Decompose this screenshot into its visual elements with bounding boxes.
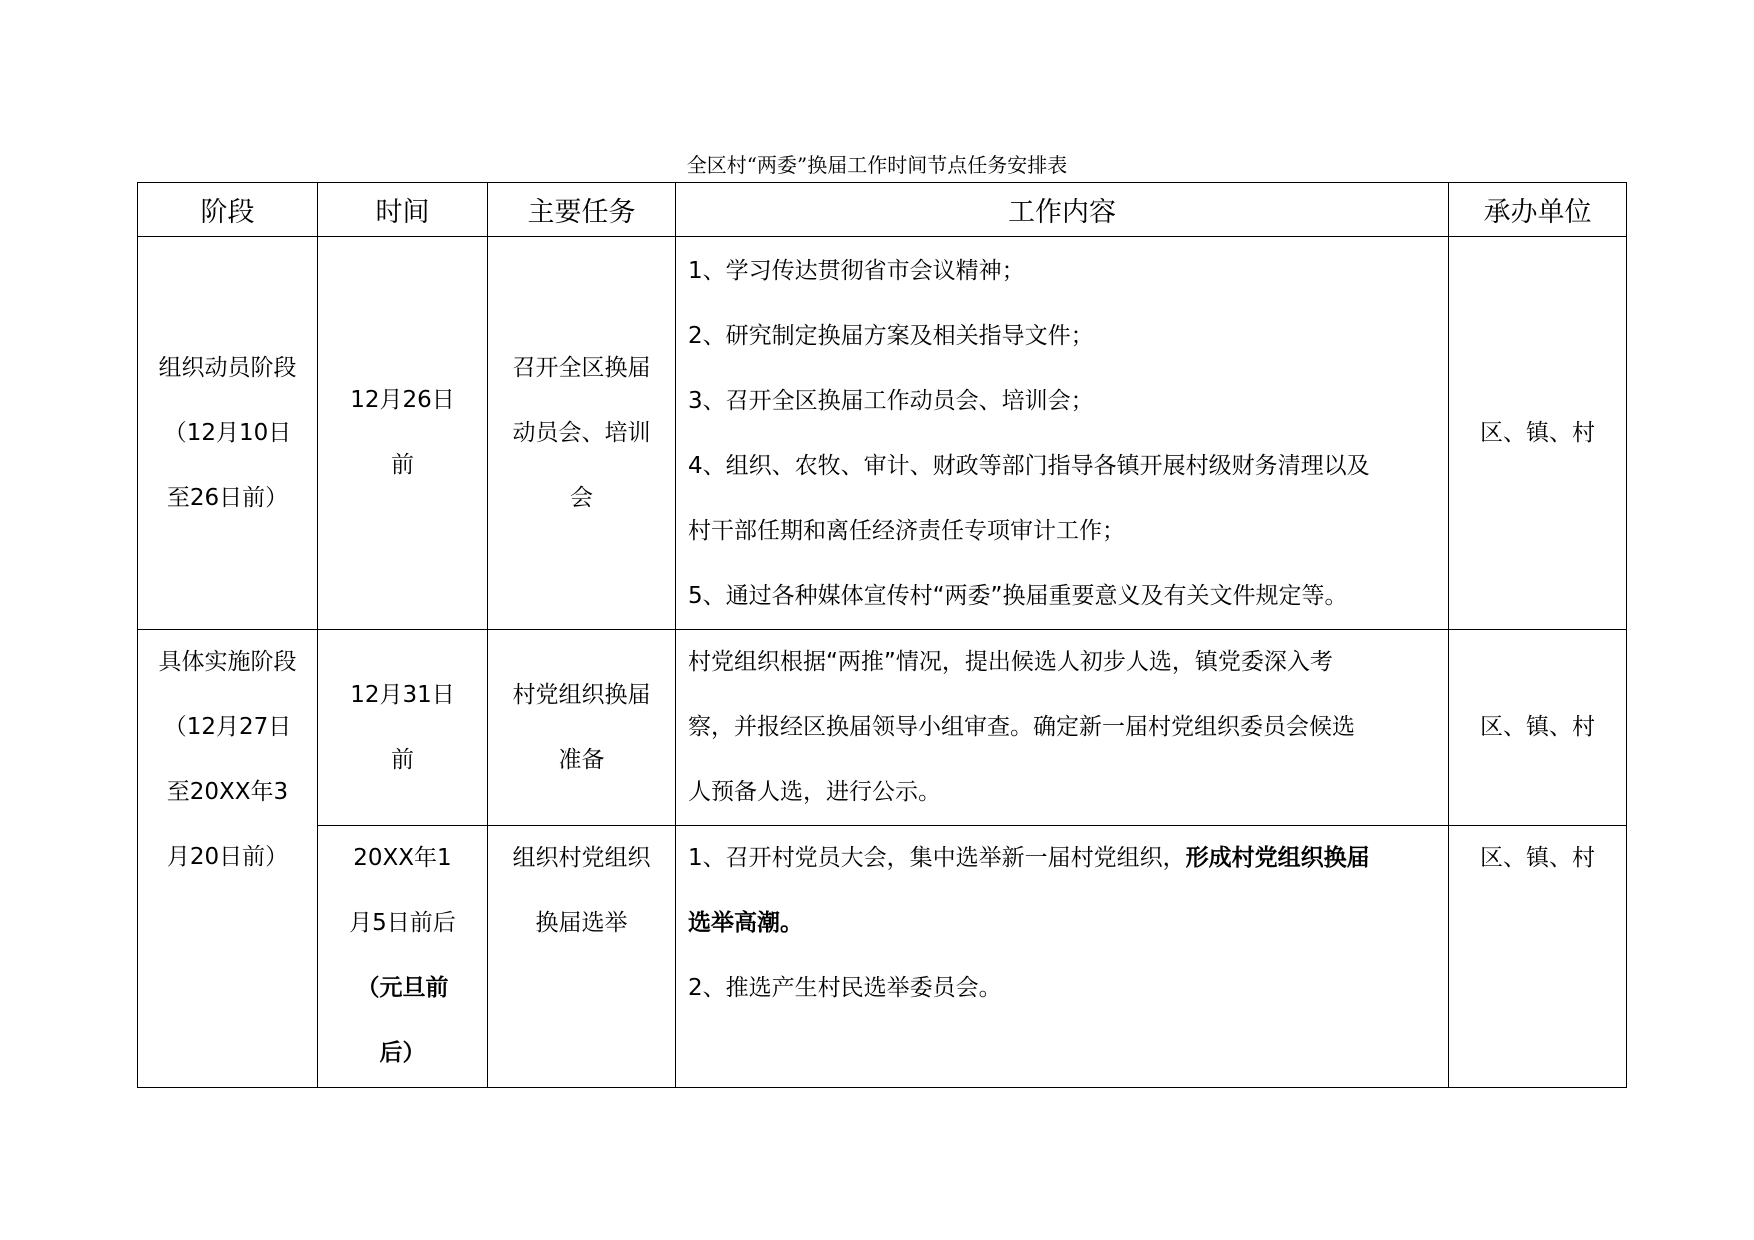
table-row — [138, 630, 1627, 826]
time-line: 12月31日 — [350, 681, 455, 708]
content-line: 3、召开全区换届工作动员会、培训会； — [688, 388, 1094, 414]
content-line: 村干部任期和离任经济责任专项审计工作； — [688, 518, 1125, 544]
stage-line: 至20XX年3 — [166, 779, 289, 805]
content-line: 察，并报经区换届领导小组审查。确定新一届村党组织委员会候选 — [688, 714, 1355, 740]
task-cell — [488, 826, 676, 1088]
content-line — [688, 826, 1440, 891]
stage-cell-mobilization — [138, 237, 318, 630]
content-line: 1、学习传达贯彻省市会议精神； — [688, 258, 1025, 284]
time-line-bold: （元旦前 — [356, 975, 449, 1001]
task-line: 准备 — [558, 746, 605, 773]
stage-line: 月20日前） — [166, 844, 289, 870]
task-line: 动员会、培训 — [512, 419, 651, 446]
task-line: 组织村党组织 — [512, 845, 651, 871]
header-content: 工作内容 — [676, 183, 1449, 237]
schedule-table — [137, 182, 1627, 1088]
content-line: 人预备人选，进行公示。 — [688, 779, 941, 805]
stage-line: 具体实施阶段 — [158, 649, 297, 675]
header-task: 主要任务 — [488, 183, 676, 237]
time-cell — [318, 237, 488, 630]
table-row — [138, 826, 1627, 1088]
content-cell — [676, 826, 1449, 1088]
unit-cell: 区、镇、村 — [1449, 630, 1627, 826]
content-line: 2、推选产生村民选举委员会。 — [688, 975, 1002, 1001]
task-cell — [488, 630, 676, 826]
time-line: 月5日前后 — [349, 910, 456, 936]
task-line: 会 — [570, 484, 593, 511]
time-line: 12月26日 — [350, 387, 455, 413]
header-stage: 阶段 — [138, 183, 318, 237]
stage-line: 组织动员阶段 — [158, 354, 297, 381]
unit-cell: 区、镇、村 — [1449, 826, 1627, 1088]
header-time: 时间 — [318, 183, 488, 237]
page-title: 全区村“两委”换届工作时间节点任务安排表 — [686, 153, 1068, 177]
stage-line: （12月27日 — [163, 714, 292, 740]
stage-cell-implementation — [138, 630, 318, 1088]
content-text: 1、召开村党员大会，集中选举新一届村党组织， — [688, 845, 1186, 871]
time-line-bold: 后） — [379, 1040, 426, 1066]
header-row — [138, 183, 1627, 237]
unit-cell: 区、镇、村 — [1449, 237, 1627, 630]
time-cell — [318, 630, 488, 826]
stage-line: 至26日前） — [166, 484, 289, 511]
task-line: 村党组织换届 — [512, 681, 651, 708]
content-line: 2、研究制定换届方案及相关指导文件； — [688, 323, 1094, 349]
content-line: 村党组织根据“两推”情况，提出候选人初步人选，镇党委深入考 — [688, 649, 1333, 675]
task-line: 换届选举 — [535, 910, 628, 936]
task-line: 召开全区换届 — [512, 354, 651, 381]
content-line: 5、通过各种媒体宣传村“两委”换届重要意义及有关文件规定等。 — [688, 583, 1348, 609]
content-cell — [676, 237, 1449, 630]
time-cell — [318, 826, 488, 1088]
time-line: 20XX年1 — [353, 845, 452, 871]
header-unit: 承办单位 — [1449, 183, 1627, 237]
content-cell — [676, 630, 1449, 826]
content-line: 4、组织、农牧、审计、财政等部门指导各镇开展村级财务清理以及 — [688, 453, 1370, 479]
table-row — [138, 237, 1627, 630]
time-line: 前 — [391, 746, 414, 773]
task-cell — [488, 237, 676, 630]
content-text-bold: 形成村党组织换届 — [1185, 845, 1370, 871]
content-line-bold: 选举高潮。 — [688, 910, 803, 936]
stage-line: （12月10日 — [163, 419, 292, 446]
time-line: 前 — [391, 452, 414, 478]
